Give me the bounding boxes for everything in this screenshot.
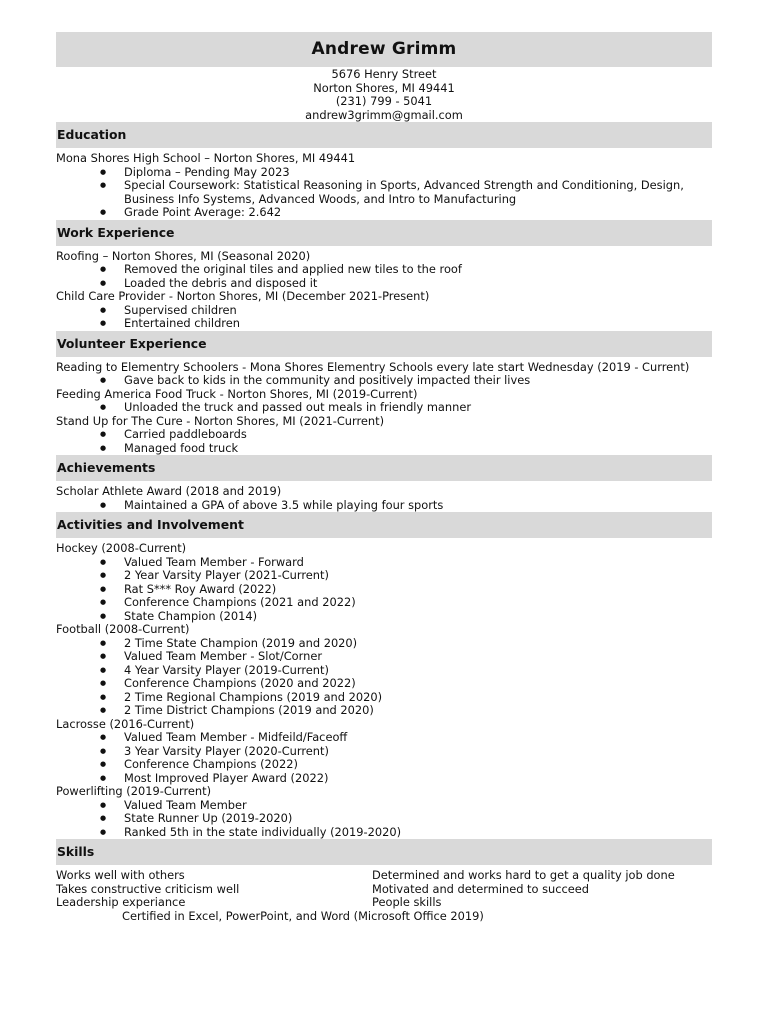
skills-section-header (56, 839, 712, 865)
skill-item: Leadership experiance (56, 895, 186, 909)
section-title: Skills (57, 844, 95, 860)
list-item: ● Most Improved Player Award (2022) (56, 772, 712, 786)
skill-item: People skills (372, 895, 442, 909)
volunteer-heading: Stand Up for The Cure - Norton Shores, MI (2021-Current) (56, 413, 385, 428)
address-line: 5676 Henry Street (331, 67, 437, 81)
contact-block (56, 67, 712, 122)
email-line: andrew3grimm@gmail.com (305, 107, 463, 122)
list-item: ● Maintained a GPA of above 3.5 while playing four sports (56, 499, 712, 513)
candidate-name: Andrew Grimm (311, 38, 457, 59)
skill-item: Works well with others (56, 868, 185, 882)
list-item: ● Managed food truck (56, 442, 712, 456)
name-header (56, 32, 712, 67)
list-item: ● 2 Time Regional Champions (2019 and 2020) (56, 691, 712, 705)
phone-line: (231) 799 - 5041 (335, 94, 433, 108)
education-section (56, 148, 712, 220)
activity-bullets (56, 556, 712, 624)
list-item: ● State Champion (2014) (56, 610, 712, 624)
list-item: ● Valued Team Member - Slot/Corner (56, 650, 712, 664)
section-title: Work Experience (57, 224, 175, 240)
skill-item: Takes constructive criticism well (56, 881, 240, 896)
list-item: ● Entertained children (56, 317, 712, 331)
list-item: ● 2 Time State Champion (2019 and 2020) (56, 637, 712, 651)
activity-bullets (56, 731, 712, 785)
section-title: Education (57, 127, 127, 143)
list-item: ● Ranked 5th in the state individually (2019-2020) (56, 826, 712, 840)
list-item: ● 2 Time District Champions (2019 and 2020) (56, 704, 712, 718)
skills-section (56, 865, 712, 910)
job-heading: Child Care Provider - Norton Shores, MI (December 2021-Present) (56, 289, 430, 303)
list-item: ● Conference Champions (2020 and 2022) (56, 677, 712, 691)
city-line: Norton Shores, MI 49441 (313, 80, 455, 95)
section-title: Activities and Involvement (57, 517, 244, 533)
list-item: ● Special Coursework: Statistical Reasoning in Sports, Advanced Strength and Conditioning, Design, Business Info Systems, Advanced Woods, and Intro to Manufacturing (56, 179, 712, 206)
achievement-bullets (56, 499, 712, 513)
education-bullets (56, 166, 712, 220)
list-item: ● Valued Team Member - Forward (56, 556, 712, 570)
list-item: ● Gave back to kids in the community and positively impacted their lives (56, 374, 712, 388)
list-item: ● Loaded the debris and disposed it (56, 277, 712, 291)
activities-section-header (56, 512, 712, 538)
list-item: ● Removed the original tiles and applied new tiles to the roof (56, 263, 712, 277)
school-line: Mona Shores High School – Norton Shores, MI 49441 (56, 151, 356, 165)
list-item: ● Grade Point Average: 2.642 (56, 206, 712, 220)
list-item: ● Supervised children (56, 304, 712, 318)
list-item: ● 4 Year Varsity Player (2019-Current) (56, 664, 712, 678)
list-item: ● Carried paddleboards (56, 428, 712, 442)
activities-section (56, 538, 712, 839)
volunteer-heading: Reading to Elementry Schoolers - Mona Shores Elementry Schools every late start Wednesday (2019 - Current) (56, 359, 690, 374)
volunteer-bullets (56, 401, 712, 415)
work-section (56, 246, 712, 331)
list-item: ● Unloaded the truck and passed out meals in friendly manner (56, 401, 712, 415)
list-item: ● 3 Year Varsity Player (2020-Current) (56, 745, 712, 759)
work-section-header (56, 220, 712, 246)
job-bullets (56, 304, 712, 331)
volunteer-section-header (56, 331, 712, 357)
achievements-section-header (56, 455, 712, 481)
job-bullets (56, 263, 712, 290)
list-item: ● Conference Champions (2021 and 2022) (56, 596, 712, 610)
skill-item: Motivated and determined to succeed (372, 881, 590, 896)
achievements-section (56, 481, 712, 512)
job-heading: Roofing – Norton Shores, MI (Seasonal 2020) (56, 248, 311, 263)
list-item: ● 2 Year Varsity Player (2021-Current) (56, 569, 712, 583)
list-item: ● Diploma – Pending May 2023 (56, 166, 712, 180)
activity-bullets (56, 637, 712, 718)
list-item: ● Valued Team Member (56, 799, 712, 813)
skill-item-certification: Certified in Excel, PowerPoint, and Word (Microsoft Office 2019) (122, 908, 484, 923)
section-title: Volunteer Experience (57, 335, 207, 351)
volunteer-section (56, 357, 712, 456)
activity-heading: Hockey (2008-Current) (56, 541, 187, 555)
list-item: ● State Runner Up (2019-2020) (56, 812, 712, 826)
activity-heading: Lacrosse (2016-Current) (56, 716, 195, 731)
section-title: Achievements (57, 460, 156, 476)
resume-page (56, 32, 712, 923)
list-item: ● Conference Champions (2022) (56, 758, 712, 772)
volunteer-bullets (56, 374, 712, 388)
volunteer-bullets (56, 428, 712, 455)
skill-item: Determined and works hard to get a quality job done (372, 868, 675, 882)
activity-bullets (56, 799, 712, 840)
activity-heading: Football (2008-Current) (56, 622, 190, 636)
education-section-header (56, 122, 712, 148)
activity-heading: Powerlifting (2019-Current) (56, 784, 212, 798)
achievement-heading: Scholar Athlete Award (2018 and 2019) (56, 484, 282, 498)
volunteer-heading: Feeding America Food Truck - Norton Shores, MI (2019-Current) (56, 386, 418, 401)
list-item: ● Valued Team Member - Midfeild/Faceoff (56, 731, 712, 745)
list-item: ● Rat S*** Roy Award (2022) (56, 583, 712, 597)
